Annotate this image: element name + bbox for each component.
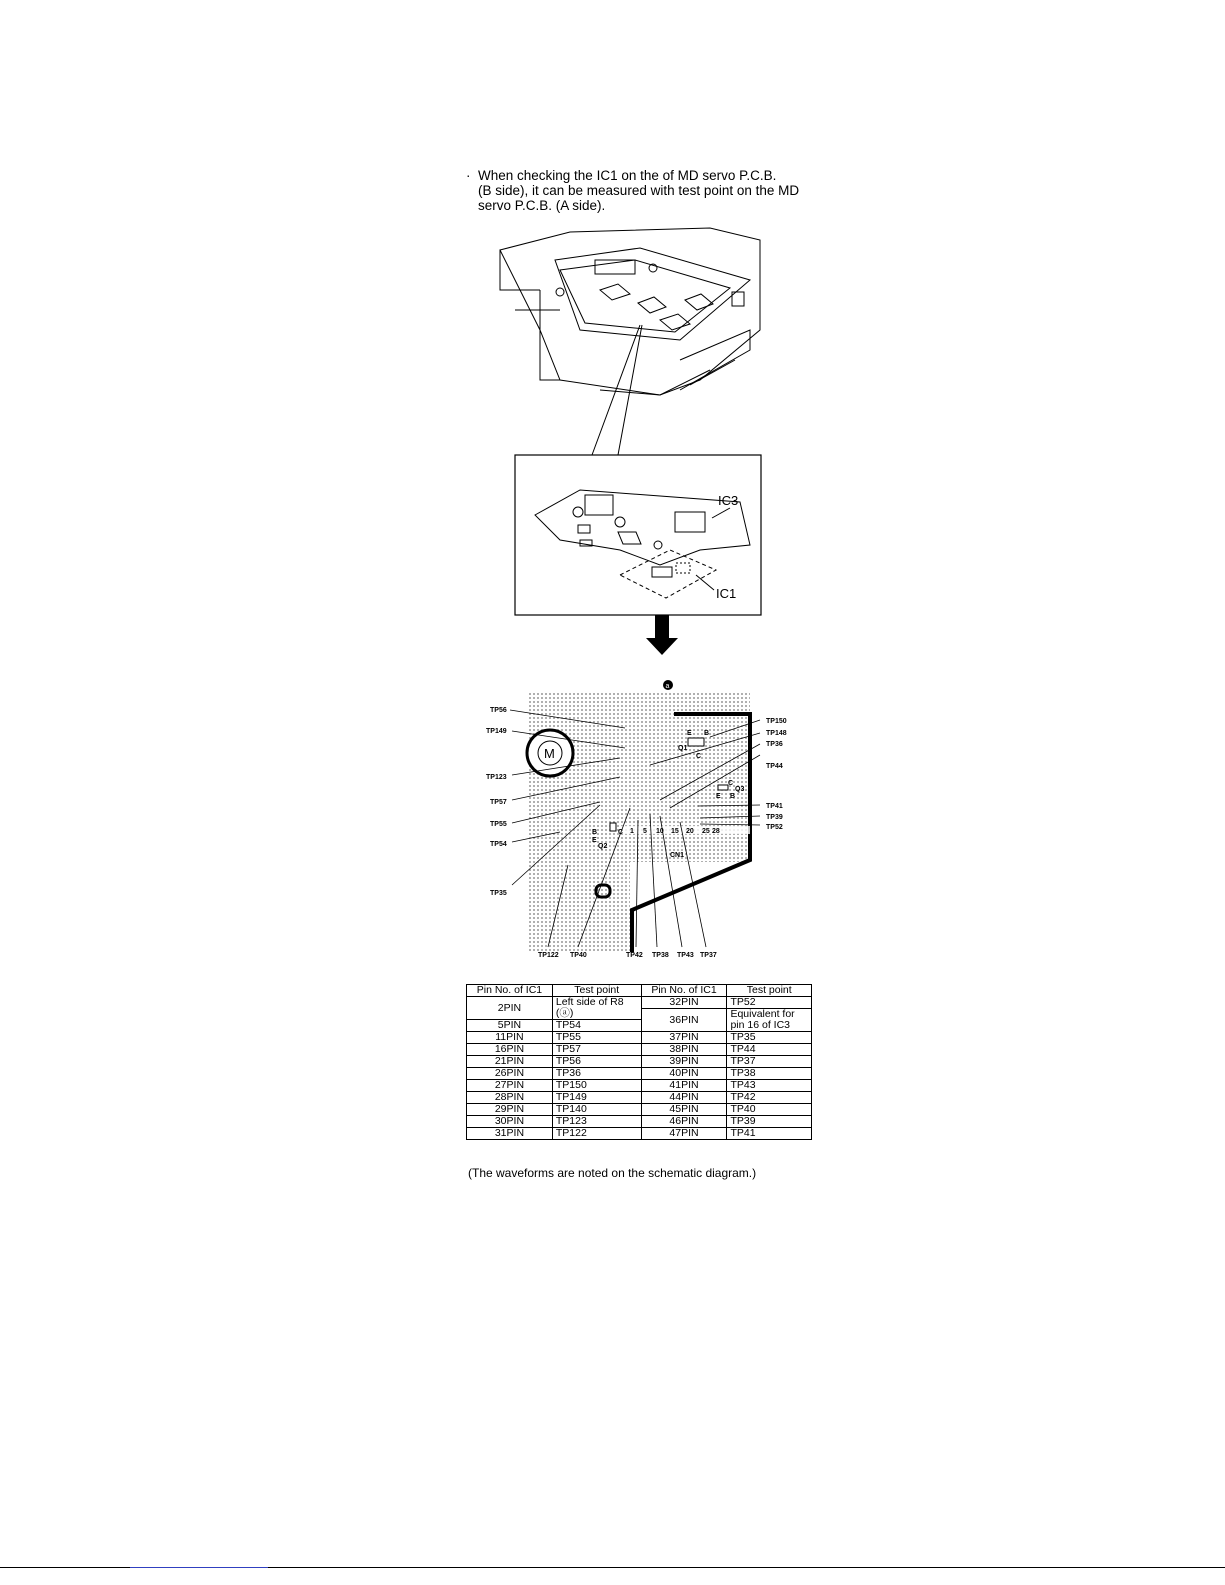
marker-a: a — [665, 683, 670, 690]
cell-tp-line2: (ⓐ) — [555, 1007, 574, 1019]
cell-tp2: TP39 — [727, 1116, 812, 1128]
table-header-row — [467, 985, 812, 997]
cn1-label: CN1 — [670, 852, 685, 859]
cell-pin: 31PIN — [467, 1128, 553, 1140]
header-tp-1: Test point — [552, 985, 641, 997]
cell-tp2: TP41 — [727, 1128, 812, 1140]
instruction-note — [468, 168, 828, 213]
tp-label-tp36: TP36 — [766, 741, 783, 748]
pin-label-5: 5 — [643, 828, 647, 835]
cell-tp: TP123 — [552, 1116, 641, 1128]
tp-label-tp57: TP57 — [490, 799, 507, 806]
cell-tp2: TP38 — [727, 1068, 812, 1080]
tp-label-tp149: TP149 — [486, 728, 507, 735]
cell-pin2: 38PIN — [641, 1044, 727, 1056]
cell-tp2: TP44 — [727, 1044, 812, 1056]
pin-label-15: 15 — [671, 828, 679, 835]
cell-pin2: 32PIN — [641, 997, 727, 1009]
waveform-footnote: (The waveforms are noted on the schematic diagram.) — [468, 1166, 757, 1180]
table-row — [467, 1116, 812, 1128]
q2-e: E — [592, 837, 597, 844]
tp-label-tp122: TP122 — [538, 952, 559, 959]
cell-pin: 27PIN — [467, 1080, 553, 1092]
table-body — [467, 1032, 812, 1140]
cell-tp: TP140 — [552, 1104, 641, 1116]
q1-c: C — [696, 753, 702, 760]
q3-c: C — [728, 780, 734, 787]
tp-label-tp40: TP40 — [570, 952, 587, 959]
cell-pin2: 40PIN — [641, 1068, 727, 1080]
tp-label-tp42: TP42 — [626, 952, 643, 959]
tp-label-tp150: TP150 — [766, 718, 787, 725]
cell-pin: 26PIN — [467, 1068, 553, 1080]
note-line-2: (B side), it can be measured with test point on the MD — [478, 183, 800, 198]
table-row — [467, 1092, 812, 1104]
cell-pin: 29PIN — [467, 1104, 553, 1116]
cell-tp2: TP40 — [727, 1104, 812, 1116]
table-row — [467, 1032, 812, 1044]
q3-b: B — [730, 793, 736, 800]
q2-label: Q2 — [598, 843, 608, 850]
note-line-3: servo P.C.B. (A side). — [478, 198, 606, 213]
pin-label-10: 10 — [656, 828, 664, 835]
pin-label-20: 20 — [686, 828, 694, 835]
note-line-1: When checking the IC1 on the of MD servo P.C.B. — [478, 168, 777, 183]
motor-label: M — [544, 746, 555, 761]
cell-tp: TP57 — [552, 1044, 641, 1056]
header-pin-1: Pin No. of IC1 — [467, 985, 553, 997]
note-bullet: · — [466, 168, 471, 183]
down-arrow — [646, 615, 678, 655]
cell-tp: TP54 — [552, 1020, 641, 1032]
cell-tp: TP150 — [552, 1080, 641, 1092]
mechanism-drawing — [500, 228, 760, 395]
cell-tp2 — [727, 1009, 812, 1032]
cell-pin: 21PIN — [467, 1056, 553, 1068]
cell-tp2: TP42 — [727, 1092, 812, 1104]
q2-c: C — [618, 829, 624, 836]
cell-tp2: TP43 — [727, 1080, 812, 1092]
cell-tp2: TP52 — [727, 997, 812, 1009]
tp-label-tp123: TP123 — [486, 774, 507, 781]
cell-pin: 2PIN — [467, 997, 553, 1020]
cell-tp: TP36 — [552, 1068, 641, 1080]
q1-label: Q1 — [678, 745, 688, 752]
table-row — [467, 1128, 812, 1140]
cell-tp — [552, 997, 641, 1020]
cell-pin2: 37PIN — [641, 1032, 727, 1044]
table-row — [467, 1080, 812, 1092]
cell-tp-line1: Left side of R8 — [555, 996, 624, 1008]
tp-label-tp44: TP44 — [766, 763, 783, 770]
cell-pin2: 39PIN — [641, 1056, 727, 1068]
pin-label-1: 1 — [630, 828, 634, 835]
cell-tp2: TP37 — [727, 1056, 812, 1068]
pin-label-25: 25 — [702, 828, 710, 835]
tp-label-tp52: TP52 — [766, 824, 783, 831]
pcb-trace-board — [527, 680, 750, 952]
q2-b: B — [592, 829, 598, 836]
footer-link-underline[interactable] — [130, 1567, 268, 1568]
pin-label-28: 28 — [712, 828, 720, 835]
tp-label-tp41: TP41 — [766, 803, 783, 810]
cell-tp2-line2: pin 16 of IC3 — [730, 1019, 790, 1031]
cell-tp: TP149 — [552, 1092, 641, 1104]
cell-pin: 5PIN — [467, 1020, 553, 1032]
tp-label-tp148: TP148 — [766, 730, 787, 737]
tp-label-tp54: TP54 — [490, 841, 507, 848]
cell-pin2: 45PIN — [641, 1104, 727, 1116]
header-tp-2: Test point — [727, 985, 812, 997]
tp-label-tp39: TP39 — [766, 814, 783, 821]
cell-pin: 28PIN — [467, 1092, 553, 1104]
cell-pin2: 47PIN — [641, 1128, 727, 1140]
header-pin-2: Pin No. of IC1 — [641, 985, 727, 997]
table-row — [467, 1104, 812, 1116]
cell-pin: 16PIN — [467, 1044, 553, 1056]
ic3-label: IC3 — [718, 493, 739, 508]
cell-tp: TP55 — [552, 1032, 641, 1044]
cell-pin2: 46PIN — [641, 1116, 727, 1128]
cell-pin2: 41PIN — [641, 1080, 727, 1092]
tp-label-tp43: TP43 — [677, 952, 694, 959]
table-row — [467, 1068, 812, 1080]
q1-b: B — [704, 730, 710, 737]
cell-tp: TP122 — [552, 1128, 641, 1140]
tp-label-tp38: TP38 — [652, 952, 669, 959]
table-row — [467, 1056, 812, 1068]
q3-e: E — [716, 793, 721, 800]
table-row — [467, 1044, 812, 1056]
q1-e: E — [687, 730, 692, 737]
cell-pin: 30PIN — [467, 1116, 553, 1128]
cell-tp2-line1: Equivalent for — [730, 1008, 795, 1020]
pcb-figure — [460, 220, 820, 970]
tp-label-tp55: TP55 — [490, 821, 507, 828]
pin-test-point-table — [466, 984, 812, 1140]
q3-label: Q3 — [735, 786, 745, 793]
tp-label-tp37: TP37 — [700, 952, 717, 959]
tp-label-tp35: TP35 — [490, 890, 507, 897]
cell-tp: TP56 — [552, 1056, 641, 1068]
cell-tp2: TP35 — [727, 1032, 812, 1044]
ic1-label: IC1 — [716, 586, 737, 601]
cell-pin2: 36PIN — [641, 1009, 727, 1032]
cell-pin2: 44PIN — [641, 1092, 727, 1104]
cell-pin: 11PIN — [467, 1032, 553, 1044]
tp-label-tp56: TP56 — [490, 707, 507, 714]
table-row — [467, 997, 812, 1009]
